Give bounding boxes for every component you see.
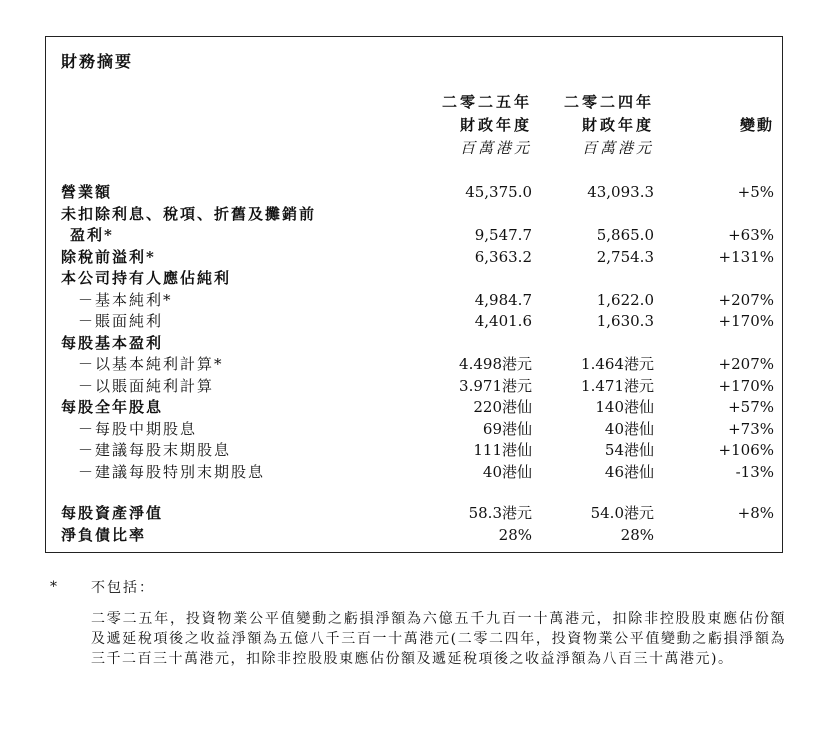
box-title: 財務摘要 bbox=[61, 52, 134, 71]
header-change: 變動 bbox=[739, 116, 774, 134]
table-row bbox=[46, 224, 782, 246]
row-label: 未扣除利息、稅項、折舊及攤銷前 bbox=[61, 205, 317, 223]
row-value-2024: 2,754.3 bbox=[596, 248, 654, 266]
header-fy2025-unit: 百萬港元 bbox=[459, 139, 532, 157]
row-value-2024: 140港仙 bbox=[595, 398, 654, 416]
table-row bbox=[46, 396, 782, 418]
row-value-2025: 111港仙 bbox=[473, 441, 532, 459]
row-value-2025: 40港仙 bbox=[482, 463, 532, 481]
row-value-2024: 1,622.0 bbox=[596, 291, 654, 309]
footnote-marker: * bbox=[50, 579, 57, 595]
table-row bbox=[46, 246, 782, 268]
row-value-2025: 45,375.0 bbox=[465, 183, 532, 201]
table-row bbox=[46, 332, 782, 354]
row-value-2024: 54港仙 bbox=[604, 441, 654, 459]
row-value-2024: 5,865.0 bbox=[596, 226, 654, 244]
row-value-2025: 4,401.6 bbox=[474, 312, 532, 330]
row-label: 除稅前溢利* bbox=[61, 248, 156, 266]
row-value-2024: 1.464港元 bbox=[581, 355, 654, 373]
table-row bbox=[46, 524, 782, 546]
row-change: +207% bbox=[718, 355, 774, 373]
row-change: +170% bbox=[718, 377, 774, 395]
row-value-2025: 6,363.2 bbox=[474, 248, 532, 266]
row-label: －每股中期股息 bbox=[78, 420, 198, 438]
row-label: －基本純利* bbox=[78, 291, 173, 309]
table-row bbox=[46, 181, 782, 203]
header-fy2025 bbox=[442, 91, 532, 160]
table-row bbox=[46, 418, 782, 440]
table-row bbox=[46, 375, 782, 397]
row-label: 本公司持有人應佔純利 bbox=[61, 269, 232, 287]
row-label: 每股全年股息 bbox=[61, 398, 164, 416]
row-change: +170% bbox=[718, 312, 774, 330]
row-label: －建議每股特別末期股息 bbox=[78, 463, 266, 481]
row-value-2025: 28% bbox=[498, 526, 532, 544]
row-value-2025: 4,984.7 bbox=[474, 291, 532, 309]
row-change: +57% bbox=[728, 398, 774, 416]
header-fy2024 bbox=[564, 91, 654, 160]
row-value-2024: 1.471港元 bbox=[581, 377, 654, 395]
header-fy2025-year: 二零二五年 bbox=[441, 93, 532, 111]
row-value-2025: 9,547.7 bbox=[474, 226, 532, 244]
table-row bbox=[46, 353, 782, 375]
header-fy2024-unit: 百萬港元 bbox=[581, 139, 654, 157]
row-change: +8% bbox=[737, 504, 774, 522]
row-label: －賬面純利 bbox=[78, 312, 164, 330]
header-fy2024-label: 財政年度 bbox=[581, 116, 654, 134]
footnote-body: 二零二五年，投資物業公平值變動之虧損淨額為六億五千九百一十萬港元，扣除非控股股東應佔份額及遞延稅項後之收益淨額為五億八千三百一十萬港元(二零二四年，投資物業公平值變動之虧損淨額為三千二百三十萬港元，扣除非控股股東應佔份額及遞延稅項後之收益淨額為八百三十萬港元)。 bbox=[91, 611, 786, 667]
row-value-2024: 46港仙 bbox=[604, 463, 654, 481]
table-row bbox=[46, 502, 782, 524]
table-row bbox=[46, 289, 782, 311]
footnote-heading: 不包括： bbox=[91, 580, 155, 596]
row-value-2025: 220港仙 bbox=[473, 398, 532, 416]
row-value-2024: 40港仙 bbox=[604, 420, 654, 438]
row-change: +5% bbox=[737, 183, 774, 201]
row-value-2025: 58.3港元 bbox=[468, 504, 532, 522]
row-value-2025: 69港仙 bbox=[482, 420, 532, 438]
table-row bbox=[46, 439, 782, 461]
row-label: 每股資產淨值 bbox=[61, 504, 164, 522]
row-label: 淨負債比率 bbox=[61, 526, 147, 544]
row-label: 營業額 bbox=[61, 183, 113, 201]
row-label: －建議每股末期股息 bbox=[78, 441, 232, 459]
row-change: +131% bbox=[718, 248, 774, 266]
row-change: +73% bbox=[728, 420, 774, 438]
header-fy2025-label: 財政年度 bbox=[459, 116, 532, 134]
financial-summary-box bbox=[45, 36, 783, 553]
row-label: －以賬面純利計算 bbox=[78, 377, 215, 395]
row-label: －以基本純利計算* bbox=[78, 355, 224, 373]
row-change: +63% bbox=[728, 226, 774, 244]
table-row bbox=[46, 203, 782, 225]
table-row bbox=[46, 267, 782, 289]
row-value-2024: 1,630.3 bbox=[596, 312, 654, 330]
row-value-2024: 28% bbox=[620, 526, 654, 544]
row-value-2024: 43,093.3 bbox=[587, 183, 654, 201]
table-row bbox=[46, 461, 782, 483]
row-label: 盈利* bbox=[70, 226, 114, 244]
table-row bbox=[46, 310, 782, 332]
row-change: +106% bbox=[718, 441, 774, 459]
row-change: +207% bbox=[718, 291, 774, 309]
row-value-2024: 54.0港元 bbox=[590, 504, 654, 522]
row-label: 每股基本盈利 bbox=[61, 334, 164, 352]
header-fy2024-year: 二零二四年 bbox=[563, 93, 654, 111]
row-value-2025: 3.971港元 bbox=[459, 377, 532, 395]
row-value-2025: 4.498港元 bbox=[459, 355, 532, 373]
row-change: -13% bbox=[735, 463, 774, 481]
